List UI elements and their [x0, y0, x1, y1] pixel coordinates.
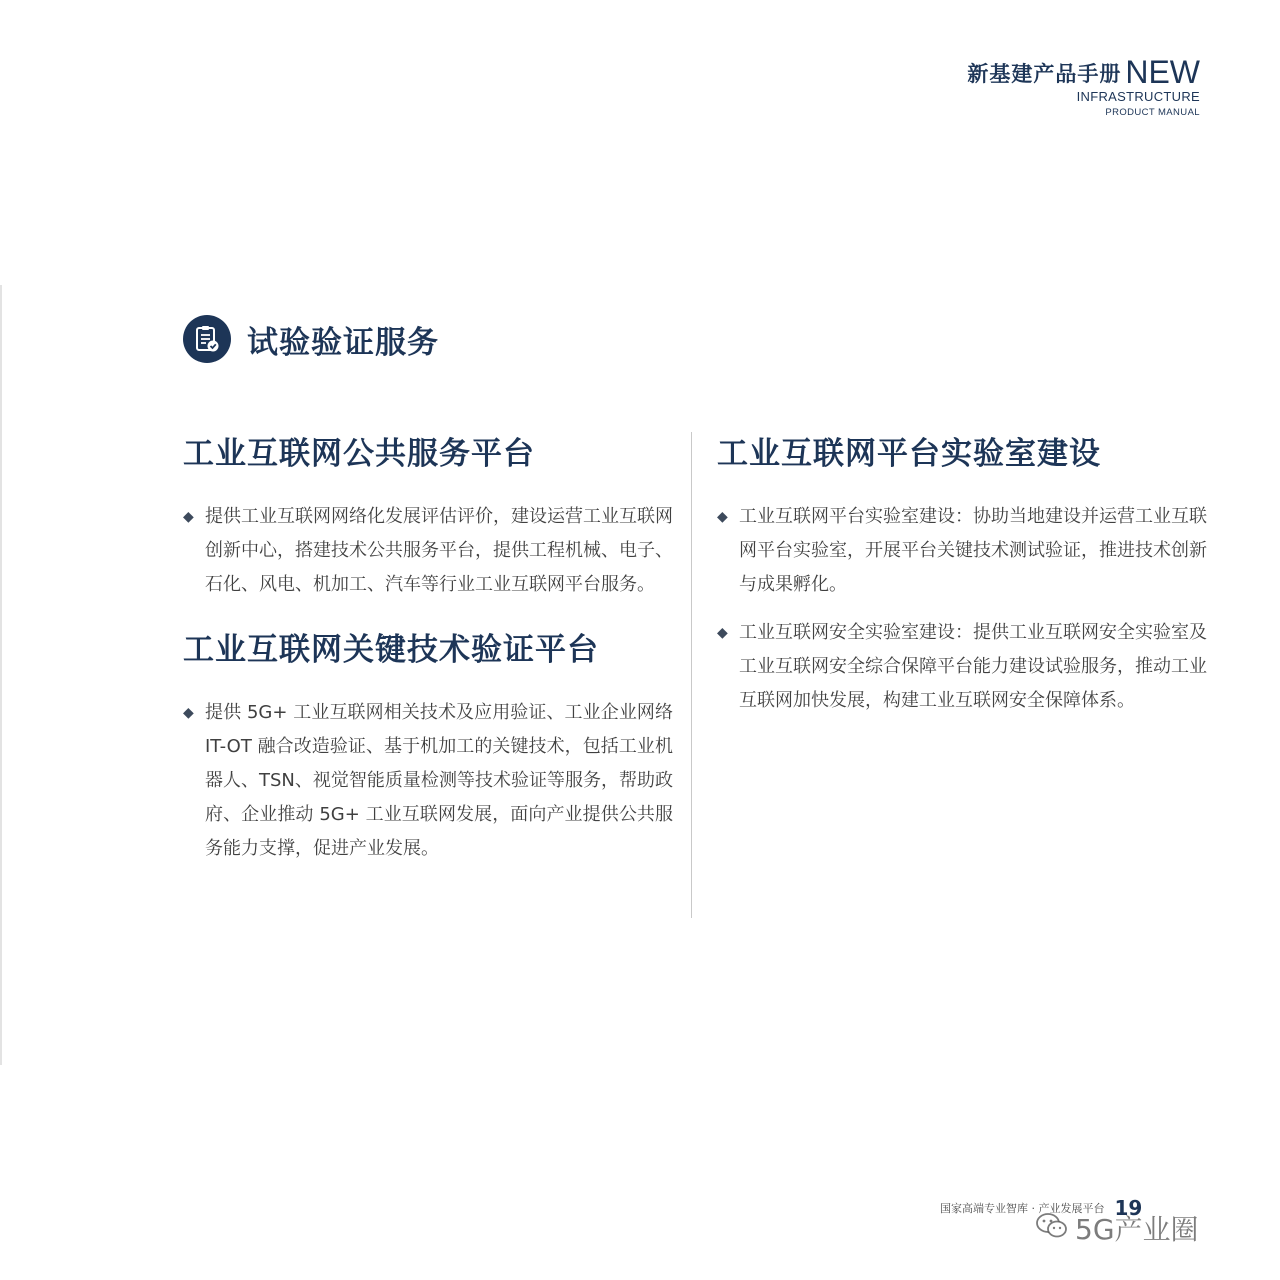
section-title: 试验验证服务 [247, 324, 439, 361]
section-header [183, 315, 439, 363]
bullet-text: 提供 5G+ 工业互联网相关技术及应用验证、工业企业网络 IT-OT 融合改造验证、基于机加工的关键技术，包括工业机器人、TSN、视觉智能质量检测等技术验证等服务，帮助政府、企业推动 5G+ 工业互联网发展，面向产业提供公共服务能力支撑，促进产业发展。 [205, 702, 673, 859]
page-number: 19 [1114, 1196, 1143, 1220]
brand-title-cn: 新基建产品手册 [967, 61, 1122, 86]
column-divider [691, 432, 692, 918]
left-column [183, 432, 673, 880]
diamond-bullet-icon: ◆ [183, 705, 194, 721]
wechat-watermark [1035, 1208, 1199, 1248]
block-title-public-service-platform: 工业互联网公共服务平台 [183, 436, 535, 472]
brand-subtitle-product-manual: PRODUCT MANUAL [1105, 107, 1200, 119]
diamond-bullet-icon: ◆ [717, 509, 728, 525]
wechat-icon [1035, 1212, 1069, 1244]
brand-title-new: NEW [1125, 54, 1200, 90]
brand-subtitle-infrastructure: INFRASTRUCTURE [1076, 88, 1200, 104]
left-edge-rule [0, 285, 2, 1065]
footer-tagline: 国家高端专业智库 · 产业发展平台 [940, 1202, 1105, 1215]
bullet-item [183, 696, 673, 866]
bullet-item [183, 500, 673, 602]
bullet-item [717, 616, 1207, 718]
block-spacer [183, 616, 673, 628]
diamond-bullet-icon: ◆ [183, 509, 194, 525]
block-title-platform-lab-construction: 工业互联网平台实验室建设 [717, 436, 1101, 472]
brand-title-row [967, 54, 1200, 90]
diamond-bullet-icon: ◆ [717, 625, 728, 641]
bullet-text: 提供工业互联网网络化发展评估评价，建设运营工业互联网创新中心，搭建技术公共服务平台，提供工程机械、电子、石化、风电、机加工、汽车等行业工业互联网平台服务。 [205, 506, 673, 595]
clipboard-check-icon [183, 315, 231, 363]
bullet-text: 工业互联网安全实验室建设：提供工业互联网安全实验室及工业互联网安全综合保障平台能力建设试验服务，推动工业互联网加快发展，构建工业互联网安全保障体系。 [739, 622, 1207, 711]
bullet-text: 工业互联网平台实验室建设：协助当地建设并运营工业互联网平台实验室，开展平台关键技术测试验证，推进技术创新与成果孵化。 [739, 506, 1207, 595]
right-column [717, 432, 1207, 732]
bullet-item [717, 500, 1207, 602]
watermark-text: 5G产业圈 [1075, 1213, 1199, 1246]
brand-header [967, 54, 1200, 119]
block-title-key-tech-verification-platform: 工业互联网关键技术验证平台 [183, 632, 599, 668]
